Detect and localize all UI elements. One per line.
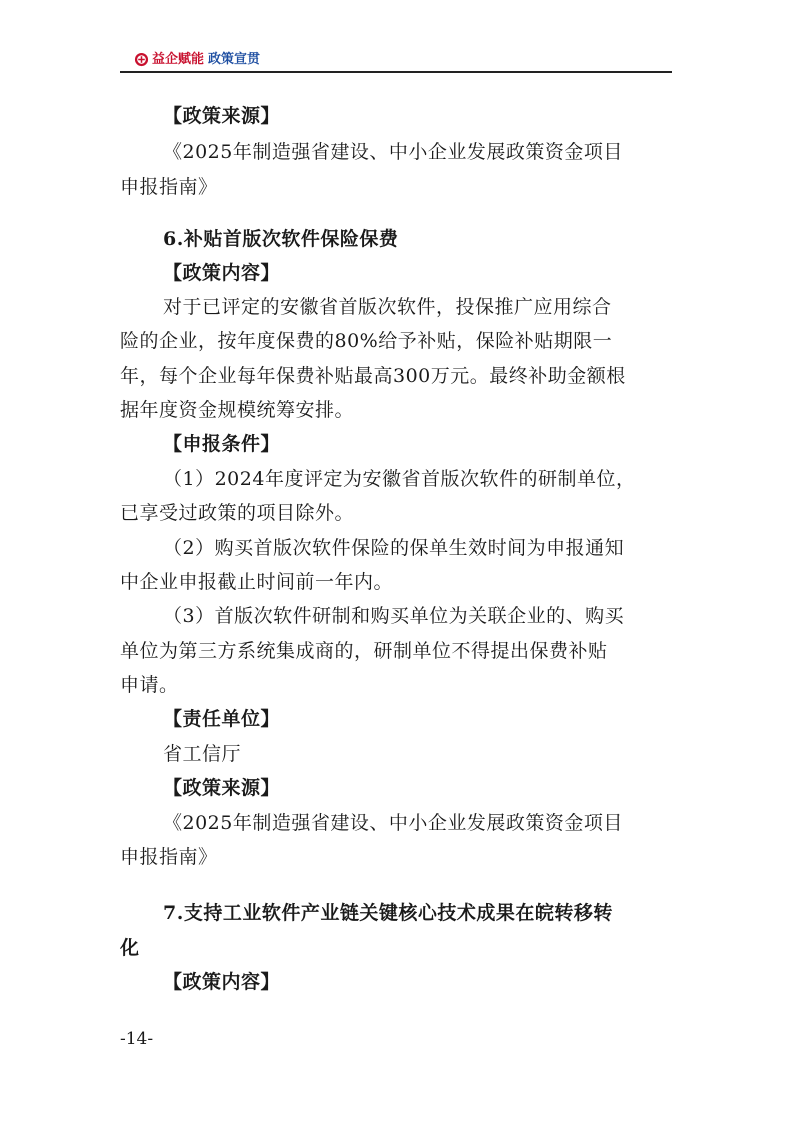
text-line: （2）购买首版次软件保险的保单生效时间为申报通知 (163, 537, 625, 559)
item-title: 化 (120, 937, 140, 959)
text-line: 对于已评定的安徽省首版次软件，投保推广应用综合 (163, 296, 612, 318)
section-heading: 【政策内容】 (163, 262, 281, 284)
text-line: 单位为第三方系统集成商的，研制单位不得提出保费补贴 (120, 640, 608, 662)
text-line: 中企业申报截止时间前一年内。 (120, 571, 394, 593)
section-heading: 【政策来源】 (163, 777, 281, 799)
text-line: 《2025年制造强省建设、中小企业发展政策资金项目 (163, 141, 623, 163)
text-line: 申报指南》 (120, 846, 218, 868)
text-line: 申请。 (120, 674, 179, 696)
section-heading: 【政策来源】 (163, 105, 281, 127)
section-heading: 【申报条件】 (163, 433, 281, 455)
text-line: 已享受过政策的项目除外。 (120, 502, 355, 524)
item-title: 6.补贴首版次软件保险保费 (163, 228, 399, 250)
header-tagline: 政策宣贯 (208, 52, 261, 67)
text-line: 省工信厅 (163, 743, 242, 765)
page-number: -14- (120, 1029, 154, 1049)
text-line: 《2025年制造强省建设、中小企业发展政策资金项目 (163, 812, 623, 834)
text-line: 年，每个企业每年保费补贴最高300万元。最终补助金额根 (120, 365, 626, 387)
item-title: 7.支持工业软件产业链关键核心技术成果在皖转移转 (163, 902, 613, 924)
text-line: （1）2024年度评定为安徽省首版次软件的研制单位， (163, 468, 636, 490)
text-line: （3）首版次软件研制和购买单位为关联企业的、购买 (163, 605, 625, 627)
header-brand: 益企赋能 (152, 52, 205, 67)
section-heading: 【政策内容】 (163, 971, 281, 993)
section-heading: 【责任单位】 (163, 708, 281, 730)
text-line: 据年度资金规模统筹安排。 (120, 399, 355, 421)
text-line: 险的企业，按年度保费的80%给予补贴，保险补贴期限一 (120, 330, 613, 352)
text-line: 申报指南》 (120, 176, 218, 198)
